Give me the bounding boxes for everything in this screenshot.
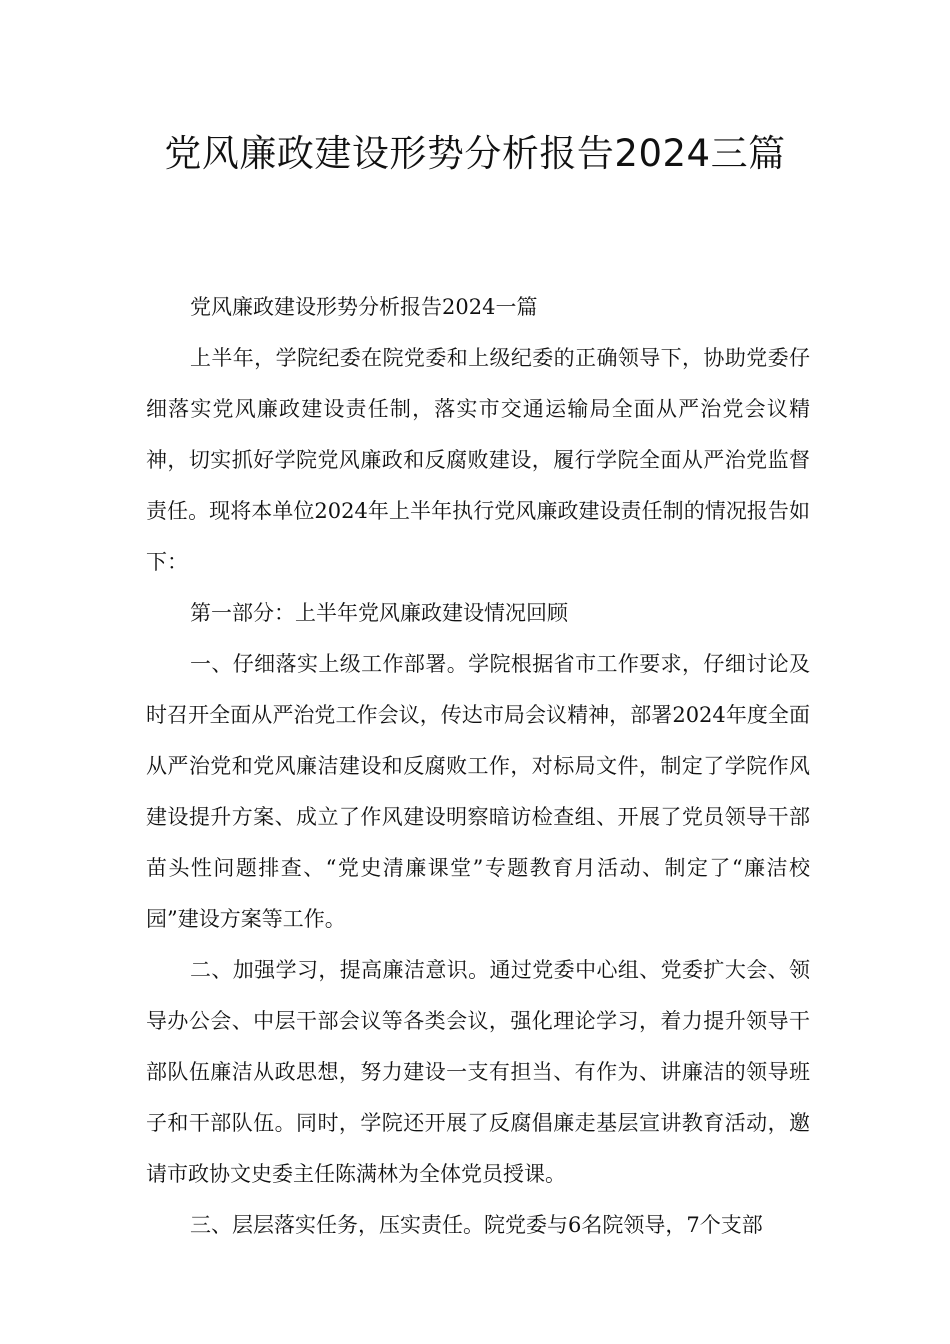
- section-heading-review: 第一部分：上半年党风廉政建设情况回顾: [190, 601, 568, 625]
- paragraph-item-one: 一、仔细落实上级工作部署。学院根据省市工作要求，仔细讨论及时召开全面从严治党工作会议，传达市局会议精神，部署2024年度全面从严治党和党风廉洁建设和反腐败工作，对标局文件，制定了学院作风建设提升方案、成立了作风建设明察暗访检查组、开展了党员领导干部苗头性问题排查、“党史清廉课堂”专题教育月活动、制定了“廉洁校园”建设方案等工作。: [146, 652, 810, 931]
- document-title: 党风廉政建设形势分析报告2024三篇: [164, 132, 786, 175]
- section-heading-part-one-report: 党风廉政建设形势分析报告2024一篇: [190, 295, 538, 319]
- intro-paragraph: 上半年，学院纪委在院党委和上级纪委的正确领导下，协助党委仔细落实党风廉政建设责任制，落实市交通运输局全面从严治党会议精神，切实抓好学院党风廉政和反腐败建设，履行学院全面从严治党监督责任。现将本单位2024年上半年执行党风廉政建设责任制的情况报告如下：: [146, 346, 810, 574]
- document-body: [146, 282, 810, 1251]
- paragraph-item-two: 二、加强学习，提高廉洁意识。通过党委中心组、党委扩大会、领导办公会、中层干部会议等各类会议，强化理论学习，着力提升领导干部队伍廉洁从政思想，努力建设一支有担当、有作为、讲廉洁的领导班子和干部队伍。同时，学院还开展了反腐倡廉走基层宣讲教育活动，邀请市政协文史委主任陈满林为全体党员授课。: [146, 958, 810, 1186]
- paragraph-item-three: 三、层层落实任务，压实责任。院党委与6名院领导，7个支部: [190, 1213, 763, 1237]
